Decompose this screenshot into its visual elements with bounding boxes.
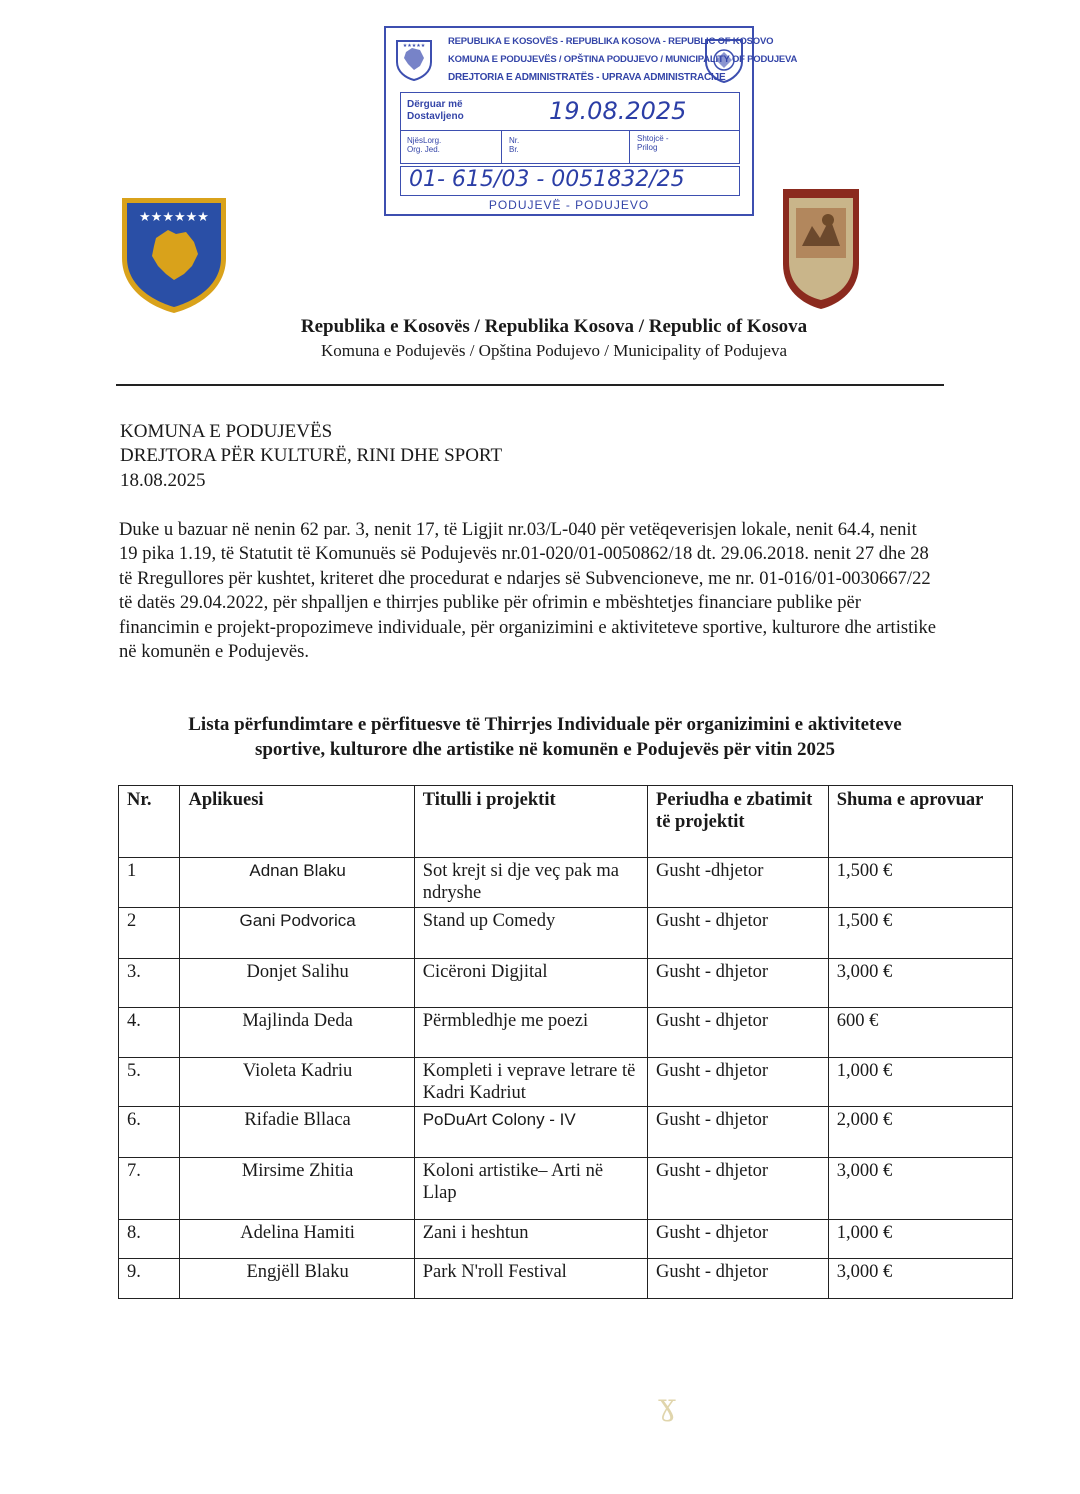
cell-applicant: Rifadie Bllaca [180,1107,414,1158]
cell-amount: 1,000 € [828,1058,1012,1107]
cell-period: Gusht - dhjetor [648,1008,829,1058]
svg-text:★★★★★: ★★★★★ [402,43,426,49]
table-row [119,1008,1013,1058]
cell-nr: 3. [119,959,180,1008]
list-title-line-1: Lista përfundimtare e përfituesve të Thirrjes Individuale për organizimini e aktiviteteve [188,714,902,735]
cell-amount: 3,000 € [828,959,1012,1008]
cell-project: Kompleti i veprave letrare të Kadri Kadriut [414,1058,647,1107]
cell-nr: 7. [119,1158,180,1220]
org-directorate: DREJTORA PËR KULTURË, RINI DHE SPORT [120,445,503,466]
cell-nr: 9. [119,1259,180,1299]
cell-project: PoDuArt Colony - IV [414,1107,647,1158]
table-header-row [119,786,1013,858]
stamp-sent-label: Dërguar më Dostavljeno [407,99,464,122]
cell-period: Gusht - dhjetor [648,908,829,959]
table-row [119,858,1013,908]
cell-amount: 1,000 € [828,1220,1012,1259]
stamp-line-2: KOMUNA E PODUJEVËS / OPŠTINA PODUJEVO / MUNICIPALITY OF PODUJEVA [448,54,798,65]
beneficiaries-table [118,785,1013,1299]
header-applicant: Aplikuesi [180,786,414,858]
header-divider [116,384,944,386]
svg-text:★★★★★★: ★★★★★★ [139,210,209,225]
cell-nr: 4. [119,1008,180,1058]
cell-applicant: Mirsime Zhitia [180,1158,414,1220]
cell-period: Gusht - dhjetor [648,1058,829,1107]
table-row [119,959,1013,1008]
registry-stamp [384,26,798,216]
table-row [119,1220,1013,1259]
cell-period: Gusht -dhjetor [648,858,829,908]
cell-amount: 1,500 € [828,908,1012,959]
header-amount: Shuma e aprovuar [828,786,1012,858]
header-project: Titulli i projektit [414,786,647,858]
cell-applicant: Engjëll Blaku [180,1259,414,1299]
cell-period: Gusht - dhjetor [648,1220,829,1259]
org-municipality: KOMUNA E PODUJEVËS [120,421,333,442]
cell-nr: 2 [119,908,180,959]
table-row [119,1107,1013,1158]
cell-project: Park N'roll Festival [414,1259,647,1299]
cell-amount: 600 € [828,1008,1012,1058]
header-nr: Nr. [119,786,180,858]
stamp-line-1: REPUBLIKA E KOSOVËS - REPUBLIKA KOSOVA - REPUBLIC OF KOSOVO [448,36,774,47]
cell-amount: 2,000 € [828,1107,1012,1158]
table-row [119,1158,1013,1220]
cell-project: Zani i heshtun [414,1220,647,1259]
cell-period: Gusht - dhjetor [648,959,829,1008]
header-period: Periudha e zbatimit të projektit [648,786,829,858]
cell-amount: 3,000 € [828,1259,1012,1299]
cell-applicant: Adelina Hamiti [180,1220,414,1259]
cell-applicant: Gani Podvorica [180,908,414,959]
stamp-emblem-icon [394,38,434,82]
stamp-line-3: DREJTORIA E ADMINISTRATËS - UPRAVA ADMINISTRACIJE [448,72,726,83]
cell-nr: 5. [119,1058,180,1107]
cell-project: Stand up Comedy [414,908,647,959]
stamp-nr-label: Nr. Br. [509,136,520,154]
cell-period: Gusht - dhjetor [648,1158,829,1220]
cell-applicant: Violeta Kadriu [180,1058,414,1107]
legal-basis-paragraph: Duke u bazuar në nenin 62 par. 3, nenit 17, të Ligjit nr.03/L-040 për vetëqeverisjen lokale, nenit 64.4, nenit 19 pika 1.19, të Statutit të Komunuës së Podujevës nr.01-020/01-0050862/18 dt. 29.06.2018. nenit 27 dhe 28 të Rregullores për kushtet, kriteret dhe procedurat e ndarjes së Subvencioneve, me nr. 01-016/01-0030667/22 të datës 29.04.2022, për shpalljen e thirrjes publike për ofrimin e mbështetjes financiare publike për financimin e projekt-propozimeve individuale, për organizimini e aktiviteteve sportive, kulturore dhe artistike në komunën e Podujevës. [119,519,937,663]
cell-project: Sot krejt si dje veç pak ma ndryshe [414,858,647,908]
cell-period: Gusht - dhjetor [648,1107,829,1158]
municipality-subtitle: Komuna e Podujevës / Opština Podujevo / Municipality of Podujeva [320,341,788,360]
list-title [0,712,1080,762]
stamp-footer: PODUJEVË - PODUJEVO [488,198,650,212]
cell-period: Gusht - dhjetor [648,1259,829,1299]
faint-ink-mark: ɣ [658,1388,676,1423]
stamp-unit-label: NjësLorg. Org. Jed. [407,136,442,154]
stamp-sent-date: 19.08.2025 [549,97,687,125]
cell-amount: 3,000 € [828,1158,1012,1220]
table-row [119,908,1013,959]
cell-applicant: Majlinda Deda [180,1008,414,1058]
table-row [119,1058,1013,1107]
list-title-line-2: sportive, kulturore dhe artistike në komunën e Podujevës për vitin 2025 [254,739,836,760]
cell-project: Përmbledhje me poezi [414,1008,647,1058]
kosovo-coat-of-arms-icon [118,194,230,316]
stamp-attachment-label: Shtojcë - Prilog [637,134,669,152]
cell-applicant: Donjet Salihu [180,959,414,1008]
cell-nr: 6. [119,1107,180,1158]
podujeva-coat-of-arms-icon [780,186,862,312]
table-row [119,1259,1013,1299]
document-date: 18.08.2025 [120,470,206,491]
republic-title: Republika e Kosovës / Republika Kosova / Republic of Kosova [300,316,808,337]
cell-project: Cicëroni Digjital [414,959,647,1008]
stamp-protocol-number: 01- 615/03 - 0051832/25 [409,167,685,192]
cell-amount: 1,500 € [828,858,1012,908]
cell-applicant: Adnan Blaku [180,858,414,908]
cell-nr: 8. [119,1220,180,1259]
cell-project: Koloni artistike– Arti në Llap [414,1158,647,1220]
cell-nr: 1 [119,858,180,908]
stamp-grid [400,92,740,196]
